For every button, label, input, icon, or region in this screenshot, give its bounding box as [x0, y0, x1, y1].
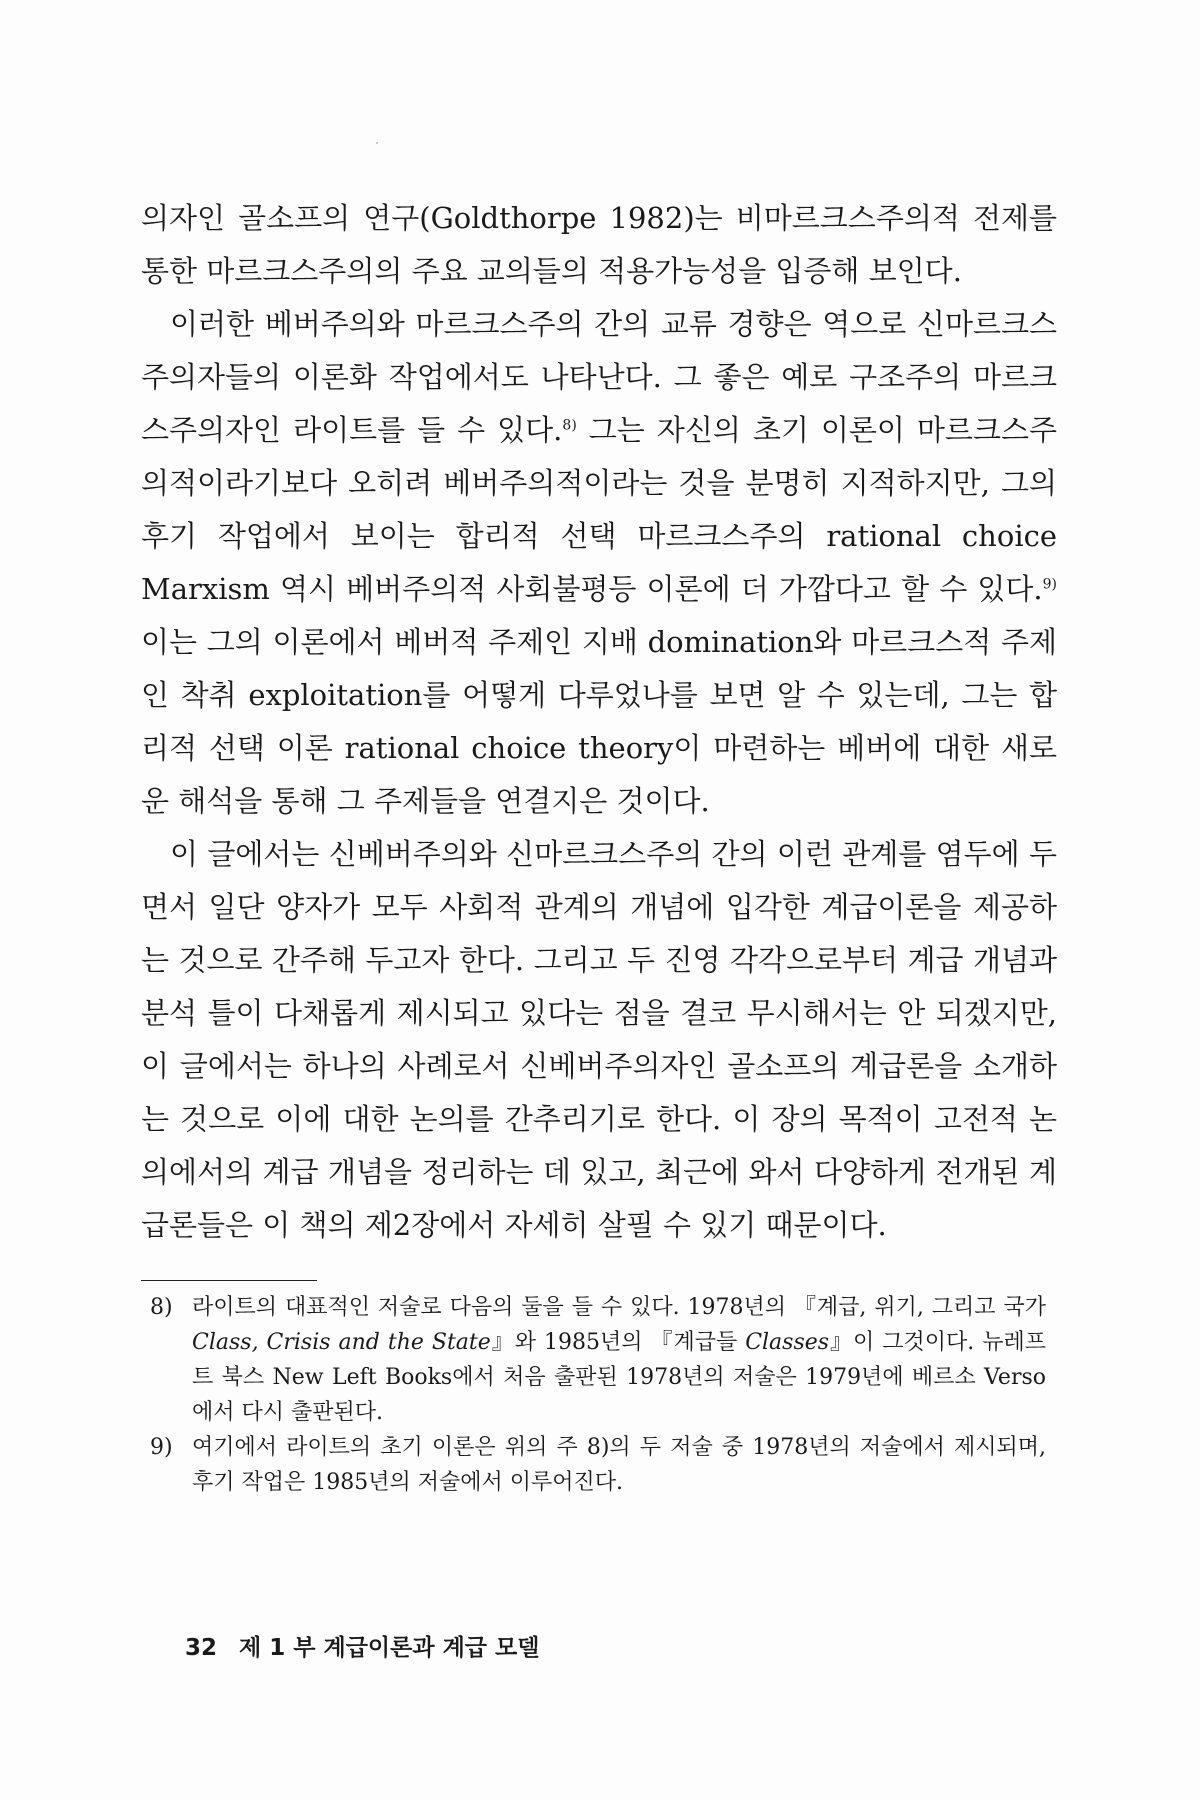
footnotes [150, 1290, 1046, 1500]
footnote-divider [141, 1280, 317, 1281]
footnote-9-number: 9) [150, 1435, 173, 1460]
paragraph-1-text: 의자인 골소프의 연구(Goldthorpe 1982)는 비마르크스주의적 전제를 통한 마르크스주의의 주요 교의들의 적용가능성을 입증해 보인다. [141, 201, 1057, 288]
footnote-8-part2: 』와 1985년의 『계급들 [490, 1330, 746, 1355]
running-title: 제 1 부 계급이론과 계급 모델 [239, 1635, 540, 1661]
footnote-8 [150, 1290, 1046, 1430]
footnote-ref-8[interactable]: 8) [562, 417, 577, 434]
scan-mark [376, 142, 378, 144]
main-text [141, 192, 1057, 1252]
paragraph-2-continuation: 그는 자신의 초기 이론이 마르크스주의적이라기보다 오히려 베버주의적이라는 것을 분명히 지적하지만, 그의 후기 작업에서 보이는 합리적 선택 마르크스주의 rational choice Marxism 역시 베버주의적 사회불평등 이론에 더 가깝다고 할 수 있다. [141, 413, 1057, 606]
footnote-8-title-1: Class, Crisis and the State [192, 1330, 491, 1355]
page-footer [185, 1629, 539, 1662]
page-number: 32 [185, 1635, 218, 1661]
paragraph-3-text: 이 글에서는 신베버주의와 신마르크스주의 간의 이런 관계를 염두에 두면서 일단 양자가 모두 사회적 관계의 개념에 입각한 계급이론을 제공하는 것으로 간주해 두고자 한다. 그리고 두 진영 각각으로부터 계급 개념과 분석 틀이 다채롭게 제시되고 있다는 점을 결코 무시해서는 안 되겠지만, 이 글에서는 하나의 사례로서 신베버주의자인 골소프의 계급론을 소개하는 것으로 이에 대한 논의를 간추리기로 한다. 이 장의 목적이 고전적 논의에서의 계급 개념을 정리하는 데 있고, 최근에 와서 다양하게 전개된 계급론들은 이 책의 제2장에서 자세히 살필 수 있기 때문이다. [141, 837, 1057, 1242]
paragraph-2-text: 이러한 베버주의와 마르크스주의 간의 교류 경향은 역으로 신마르크스주의자들의 이론화 작업에서도 나타난다. 그 좋은 예로 구조주의 마르크스주의자인 라이트를 들 수 있다. [141, 307, 1057, 447]
footnote-8-part1: 라이트의 대표적인 저술로 다음의 둘을 들 수 있다. 1978년의 『계급, 위기, 그리고 국가 [192, 1295, 1046, 1320]
paragraph-2 [141, 298, 1057, 828]
footnote-9 [150, 1430, 1046, 1500]
footnote-ref-9[interactable]: 9) [1042, 576, 1057, 593]
footnote-9-text: 여기에서 라이트의 초기 이론은 위의 주 8)의 두 저술 중 1978년의 저술에서 제시되며, 후기 작업은 1985년의 저술에서 이루어진다. [192, 1435, 1046, 1495]
footnote-8-title-2: Classes [745, 1330, 830, 1355]
paragraph-3 [141, 828, 1057, 1252]
footnote-8-number: 8) [150, 1295, 173, 1320]
paragraph-1 [141, 192, 1057, 298]
paragraph-2-ending: 이는 그의 이론에서 베버적 주제인 지배 domination와 마르크스적 주제인 착취 exploitation를 어떻게 다루었나를 보면 알 수 있는데, 그는 합리적 선택 이론 rational choice theory이 마련하는 베버에 대한 새로운 해석을 통해 그 주제들을 연결지은 것이다. [141, 625, 1057, 818]
footnote-8-text [192, 1290, 1046, 1430]
footnote-8-part3: 』이 그것이다. 뉴레프트 북스 New Left Books에서 처음 출판된 1978년의 저술은 1979년에 베르소 Verso에서 다시 출판된다. [192, 1330, 1047, 1425]
